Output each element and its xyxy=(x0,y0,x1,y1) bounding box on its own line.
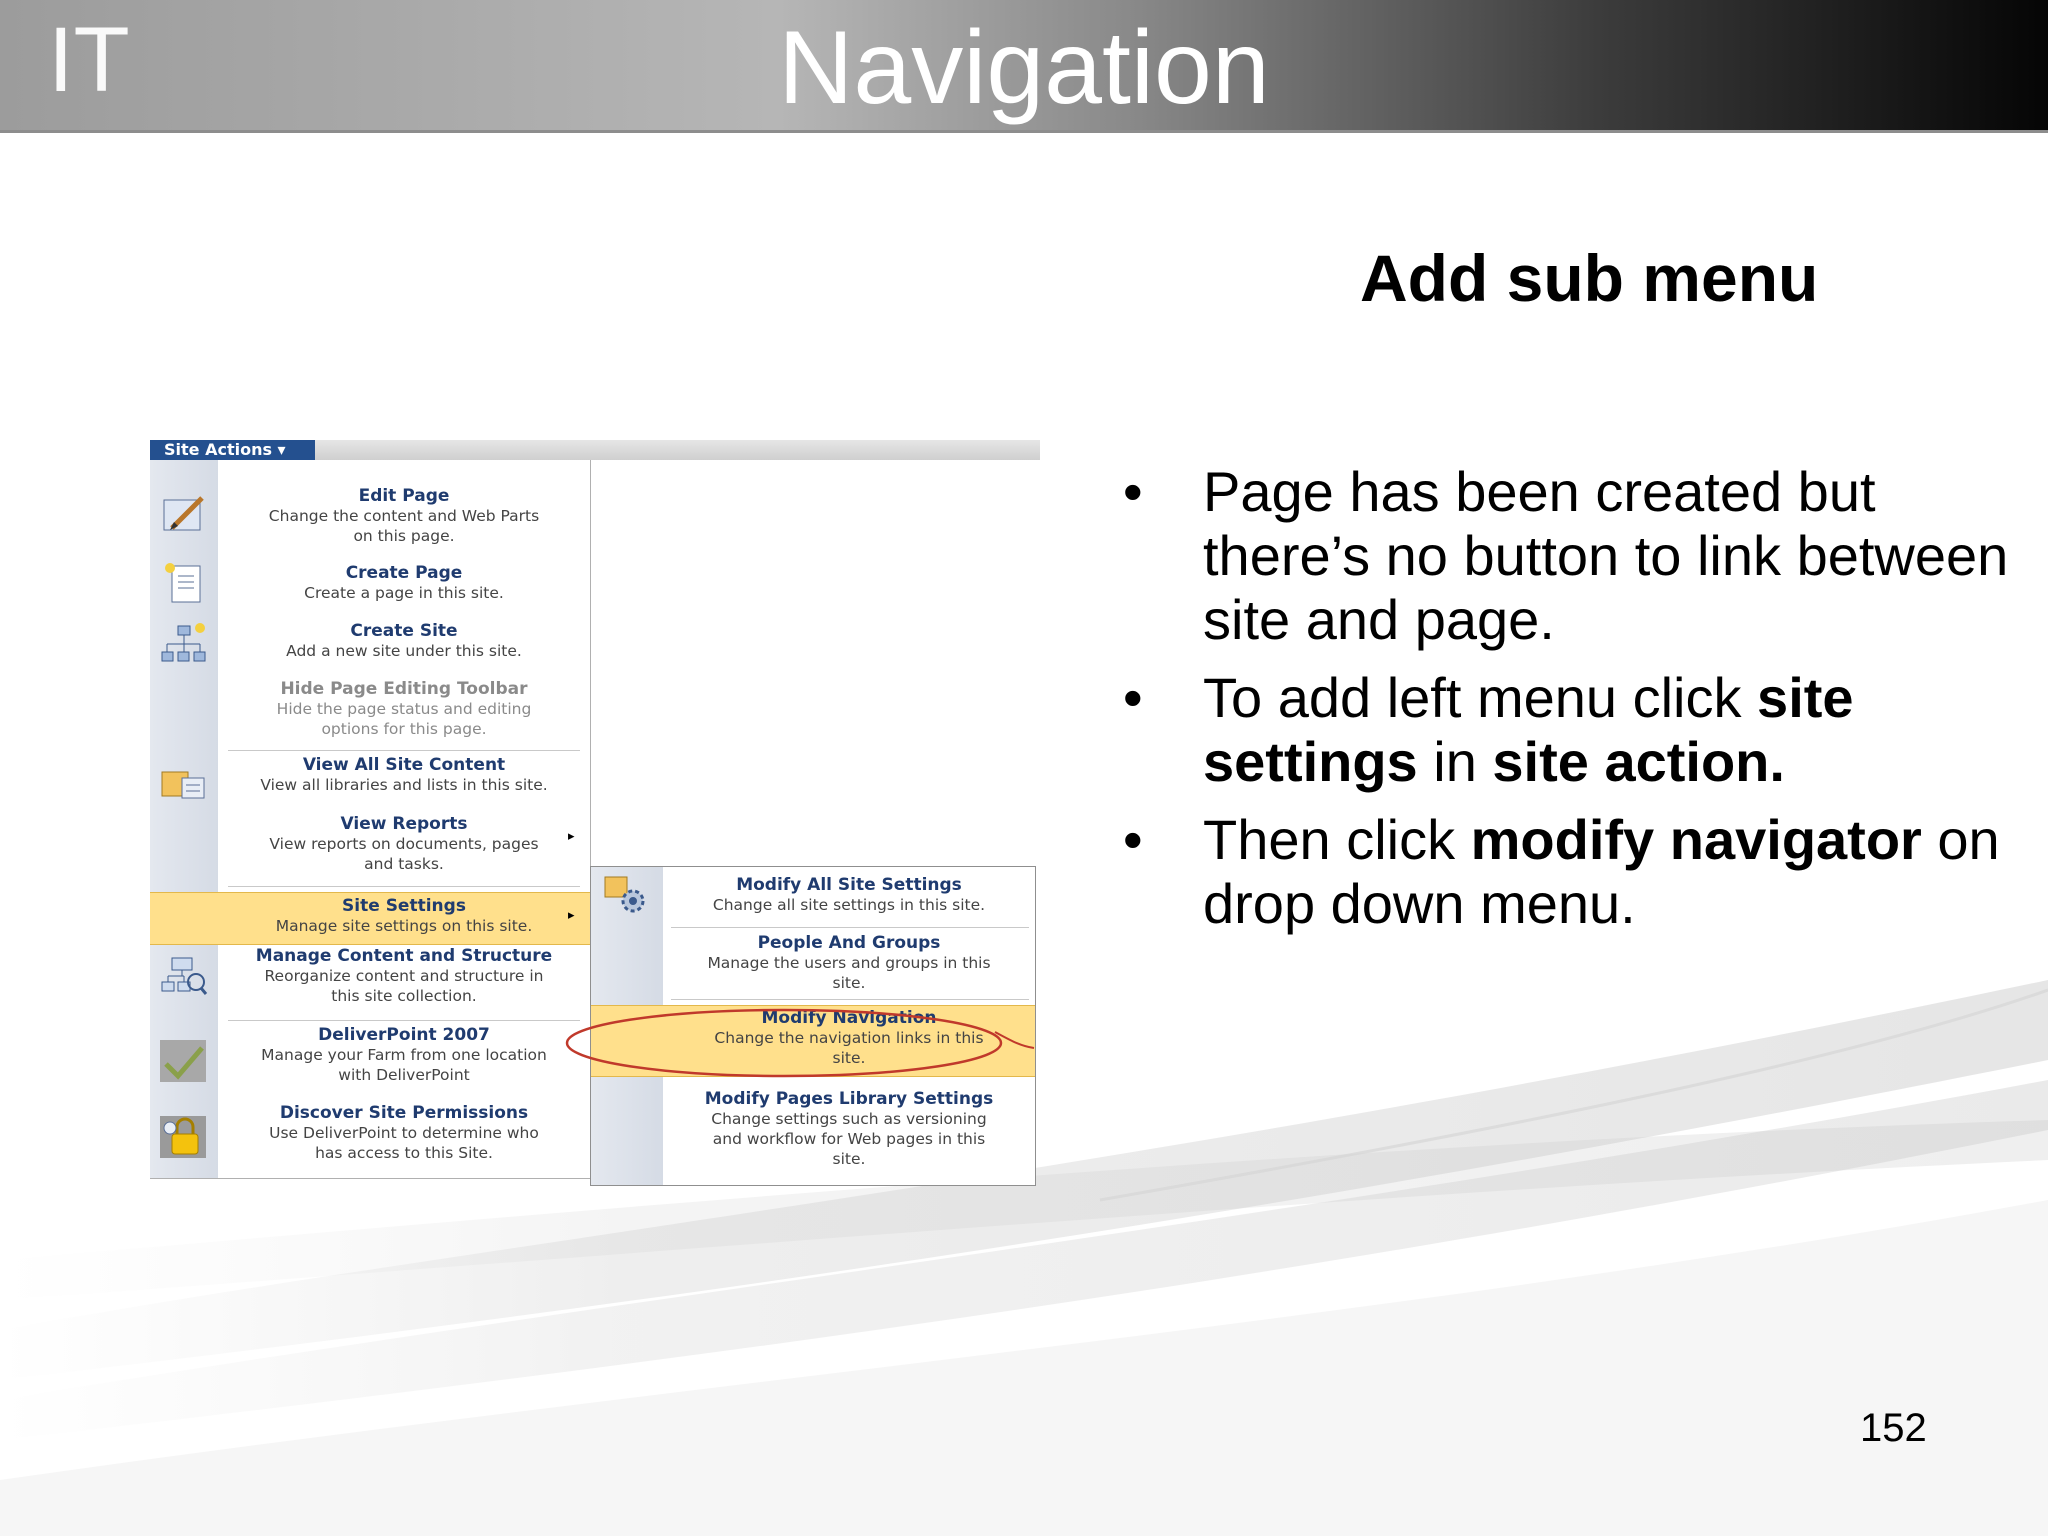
menu-item-description: View reports on documents, pages and tasks. xyxy=(269,835,539,873)
menu-item-title: DeliverPoint 2007 xyxy=(318,1025,490,1045)
bullet-item xyxy=(1118,666,2018,794)
edit-page-icon xyxy=(158,492,208,538)
bullet-list xyxy=(1118,460,2018,950)
submenu-arrow-icon: ▸ xyxy=(568,829,575,844)
menu-item-discover-site-permissions[interactable] xyxy=(150,1103,590,1163)
menu-item-title: Create Site xyxy=(350,621,458,641)
menu-item-create-page[interactable] xyxy=(150,563,590,603)
submenu-item-title: Modify All Site Settings xyxy=(736,875,962,895)
menu-item-title: Manage Content and Structure xyxy=(255,946,553,966)
bullet-bold-text: modify navigator xyxy=(1470,808,1922,871)
submenu-item-title: Modify Navigation xyxy=(761,1008,937,1028)
bullet-text: in xyxy=(1417,730,1493,793)
menu-item-title: Create Page xyxy=(345,563,463,583)
menu-item-site-settings[interactable] xyxy=(150,892,590,945)
submenu-item-description: Change all site settings in this site. xyxy=(712,896,986,914)
menu-item-description: Use DeliverPoint to determine who has access to this Site. xyxy=(269,1124,539,1162)
menu-item-title: Edit Page xyxy=(358,486,450,506)
submenu-item-title: Modify Pages Library Settings xyxy=(704,1089,994,1109)
menu-item-description: Create a page in this site. xyxy=(304,584,504,602)
bullet-item xyxy=(1118,460,2018,652)
menu-item-view-reports[interactable] xyxy=(150,814,590,874)
permissions-lock-icon xyxy=(158,1114,208,1160)
menu-item-description: View all libraries and lists in this site. xyxy=(260,776,548,794)
submenu-item-modify-all-site-settings[interactable] xyxy=(591,875,1035,915)
bullet-dot: • xyxy=(1123,666,1143,729)
bullet-text: To add left menu click xyxy=(1203,666,1758,729)
site-actions-menu xyxy=(150,460,591,1179)
menu-item-title: Hide Page Editing Toolbar xyxy=(280,679,528,699)
submenu-item-people-and-groups[interactable] xyxy=(591,933,1035,993)
checkmark-icon xyxy=(158,1038,208,1084)
menu-item-hide-page-editing-toolbar[interactable] xyxy=(150,679,590,739)
submenu-item-modify-pages-library-settings[interactable] xyxy=(591,1089,1035,1169)
menu-item-title: Site Settings xyxy=(342,896,466,916)
title-bar xyxy=(0,0,2048,133)
submenu-item-description: Change the navigation links in this site. xyxy=(714,1029,984,1067)
manage-structure-icon xyxy=(158,952,208,998)
bullet-dot: • xyxy=(1123,460,1143,523)
sharepoint-menu-screenshot xyxy=(150,440,1040,1185)
logo-text: IT xyxy=(48,9,130,111)
menu-item-description: Reorganize content and structure in this site collection. xyxy=(264,967,544,1005)
submenu-item-title: People And Groups xyxy=(757,933,941,953)
menu-item-title: Discover Site Permissions xyxy=(279,1103,529,1123)
menu-item-title: View Reports xyxy=(340,814,468,834)
bullet-bold-text: site action. xyxy=(1492,730,1785,793)
bullet-item xyxy=(1118,808,2018,936)
create-page-icon xyxy=(158,560,208,606)
menu-item-edit-page[interactable] xyxy=(150,486,590,546)
menu-item-deliverpoint-2007[interactable] xyxy=(150,1025,590,1085)
page-number: 152 xyxy=(1860,1406,1927,1450)
slide-title: Navigation xyxy=(778,10,1270,126)
menu-item-view-all-site-content[interactable] xyxy=(150,755,590,795)
submenu-item-description: Manage the users and groups in this site. xyxy=(707,954,991,992)
bullet-bold-text: site settings xyxy=(1203,666,1854,793)
bullet-dot: • xyxy=(1123,808,1143,871)
bullet-text: Page has been created but there’s no button to link between site and page. xyxy=(1203,460,2009,651)
menu-item-title: View All Site Content xyxy=(302,755,506,775)
menu-item-description: Manage your Farm from one location with DeliverPoint xyxy=(261,1046,547,1084)
menu-separator xyxy=(228,886,580,887)
submenu-arrow-icon: ▸ xyxy=(568,908,575,923)
submenu-separator xyxy=(671,927,1029,928)
menu-item-description: Manage site settings on this site. xyxy=(275,917,533,935)
submenu-item-modify-navigation[interactable] xyxy=(591,1005,1035,1077)
slide-subtitle: Add sub menu xyxy=(1360,241,1819,315)
submenu-item-description: Change settings such as versioning and workflow for Web pages in this site. xyxy=(711,1110,987,1168)
site-settings-submenu xyxy=(590,866,1036,1186)
menu-item-description: Add a new site under this site. xyxy=(286,642,522,660)
create-site-icon xyxy=(158,620,208,666)
site-content-icon xyxy=(158,758,208,804)
bullet-text: Then click xyxy=(1203,808,1471,871)
menu-item-description: Change the content and Web Parts on this page. xyxy=(268,507,540,545)
submenu-separator xyxy=(671,999,1029,1000)
menu-item-description: Hide the page status and editing options for this page. xyxy=(276,700,532,738)
menu-separator xyxy=(228,750,580,751)
menu-item-manage-content-and-structure[interactable] xyxy=(150,946,590,1006)
site-actions-button[interactable]: Site Actions ▾ xyxy=(150,440,315,460)
menu-separator xyxy=(228,1020,580,1021)
bullet-text: on drop down menu. xyxy=(1203,808,2000,935)
menu-item-create-site[interactable] xyxy=(150,621,590,661)
